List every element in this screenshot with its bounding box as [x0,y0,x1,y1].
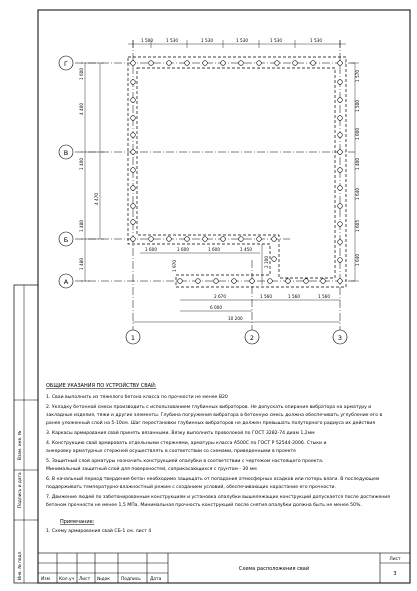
inner-dim: 1 970 [172,260,177,272]
bottom-dim: 1 560 [318,294,330,299]
drawing-title: Схема расположения свай [238,566,310,572]
top-dim: 1 530 [166,38,178,43]
right-dim: 1 570 [355,70,360,82]
top-dim: 1 500 [141,38,153,43]
note-line: 5. Защитный слой арматуры назначить конструкцией опалубки в соответствии с чертежом настоящего проекта. [46,459,324,464]
axis-number: 2 [249,334,255,342]
note-line: 3. Каркасы армирования свай принять вязанными. Вязку выполнить проволокой по ГОСТ 3282-74 диам 1,2мм [46,431,315,436]
axis-letter: Б [63,236,69,244]
bottom-dim: 2 670 [214,294,226,299]
inner-dim: 2 100 [264,256,269,268]
axis-letter: А [63,278,69,286]
bottom-dim: 1 560 [288,294,300,299]
note-line: 6. В начальный период твердения бетон необходимо защищать от попадания атмосферных осадков или потерь влаги. В последующем [46,477,380,482]
note-line: закладные изделия, тяжи и другие элементы. Глубина погружения вибратора в бетонную смесь должна обеспечивать углубление его в [46,413,383,418]
note-line: 2. Укладку бетонной смеси производить с использованием глубинных вибраторов. Не допускать опирания вибратора на арматуру и [46,405,372,410]
remark-line: 1. Схему армирования свай СБ-1 см. лист 4 [46,529,152,534]
right-dim: 1 605 [355,220,360,232]
dim-total: 10 200 [228,316,243,321]
note-line: анкеровку арматурных стержней осуществлять в соответствии со схемами, приведенными в проекте [46,449,297,454]
axis-grid [75,40,355,330]
left-dim: 1 600 [79,68,84,80]
note-line: 4. Конструкцию свай армировать отдельными стержнями, арматуры класса А500С по ГОСТ Р 52544-2006. Стыки и [46,441,327,446]
right-dim: 1 640 [355,188,360,200]
right-dim: 1 600 [355,128,360,140]
col-header: Изм [41,577,50,582]
right-dim: 1 500 [355,100,360,112]
axis-letter: В [63,149,69,157]
left-dim: 1 480 [79,220,84,232]
inner-dim: 1 450 [240,247,252,252]
general-notes [46,382,390,534]
col-header: №док [97,577,110,582]
bottom-dim: 1 560 [260,294,272,299]
left-dim: 4 470 [94,193,99,205]
dimension-lines [81,40,359,322]
piles [131,61,343,284]
top-dim: 1 530 [270,38,282,43]
left-dim: 1 400 [79,158,84,170]
note-line: 1. Сваи выполнить из тяжелого бетона класса по прочности не менее В20 [46,395,228,400]
note-line: 7. Движение людей по забетонированным конструкциям и установка опалубки вышележащих конструкций допускается после достижения [46,495,391,500]
dim-6000: 6 000 [210,305,222,310]
note-line: поддерживать температурно-влажностный режим с созданием условий, обеспечивающих нарастание его прочности. [46,485,336,490]
dimension-labels [79,38,360,321]
axis-labels [64,60,342,342]
note-line: Минимальный защитный слой для поверхностей, соприкасающихся с грунтом - 30 мм [46,467,257,472]
left-dim: 4 400 [79,103,84,115]
axis-number: 1 [130,334,136,342]
note-line: ранее уложенный слой на 5-10см. Шаг перестановки глубинных вибраторов не должен превышать полуторного радиуса их действия [46,421,376,426]
pile-cap-outline [128,57,346,287]
sheet-number: 3 [393,571,397,577]
col-header: Дата [150,577,162,582]
sheet-label: Лист [389,557,401,562]
side-stamp [14,285,38,583]
stamp-label: Подпись и дата [18,472,23,508]
title-block [38,553,410,583]
axis-number: 3 [337,334,343,342]
col-header: Кол.уч [59,577,75,582]
right-dim: 1 400 [355,158,360,170]
note-line: бетоном прочности не менее 1,5 МПа. Минимальная прочность конструкций после снятия опалубки должна быть не менее 50%. [46,503,362,508]
col-header: Подпись [121,577,141,582]
remark-heading: Примечание: [60,519,95,525]
right-dim: 1 640 [355,254,360,266]
inner-dim: 1 600 [145,247,157,252]
top-dim: 1 530 [201,38,213,43]
inner-dim: 1 600 [208,247,220,252]
notes-heading: ОБЩИЕ УКАЗАНИЯ ПО УСТРОЙСТВУ СВАЙ: [46,383,157,389]
axis-letter: Г [64,60,68,68]
stamp-label: Взам. инв. № [18,430,23,460]
stamp-label: Инв. № подл. [18,550,23,580]
inner-dim: 1 600 [177,247,189,252]
top-dim: 1 530 [310,38,322,43]
left-dim: 1 480 [79,258,84,270]
col-header: Лист [79,577,91,582]
axis-bubbles [59,56,347,344]
top-dim: 1 530 [236,38,248,43]
